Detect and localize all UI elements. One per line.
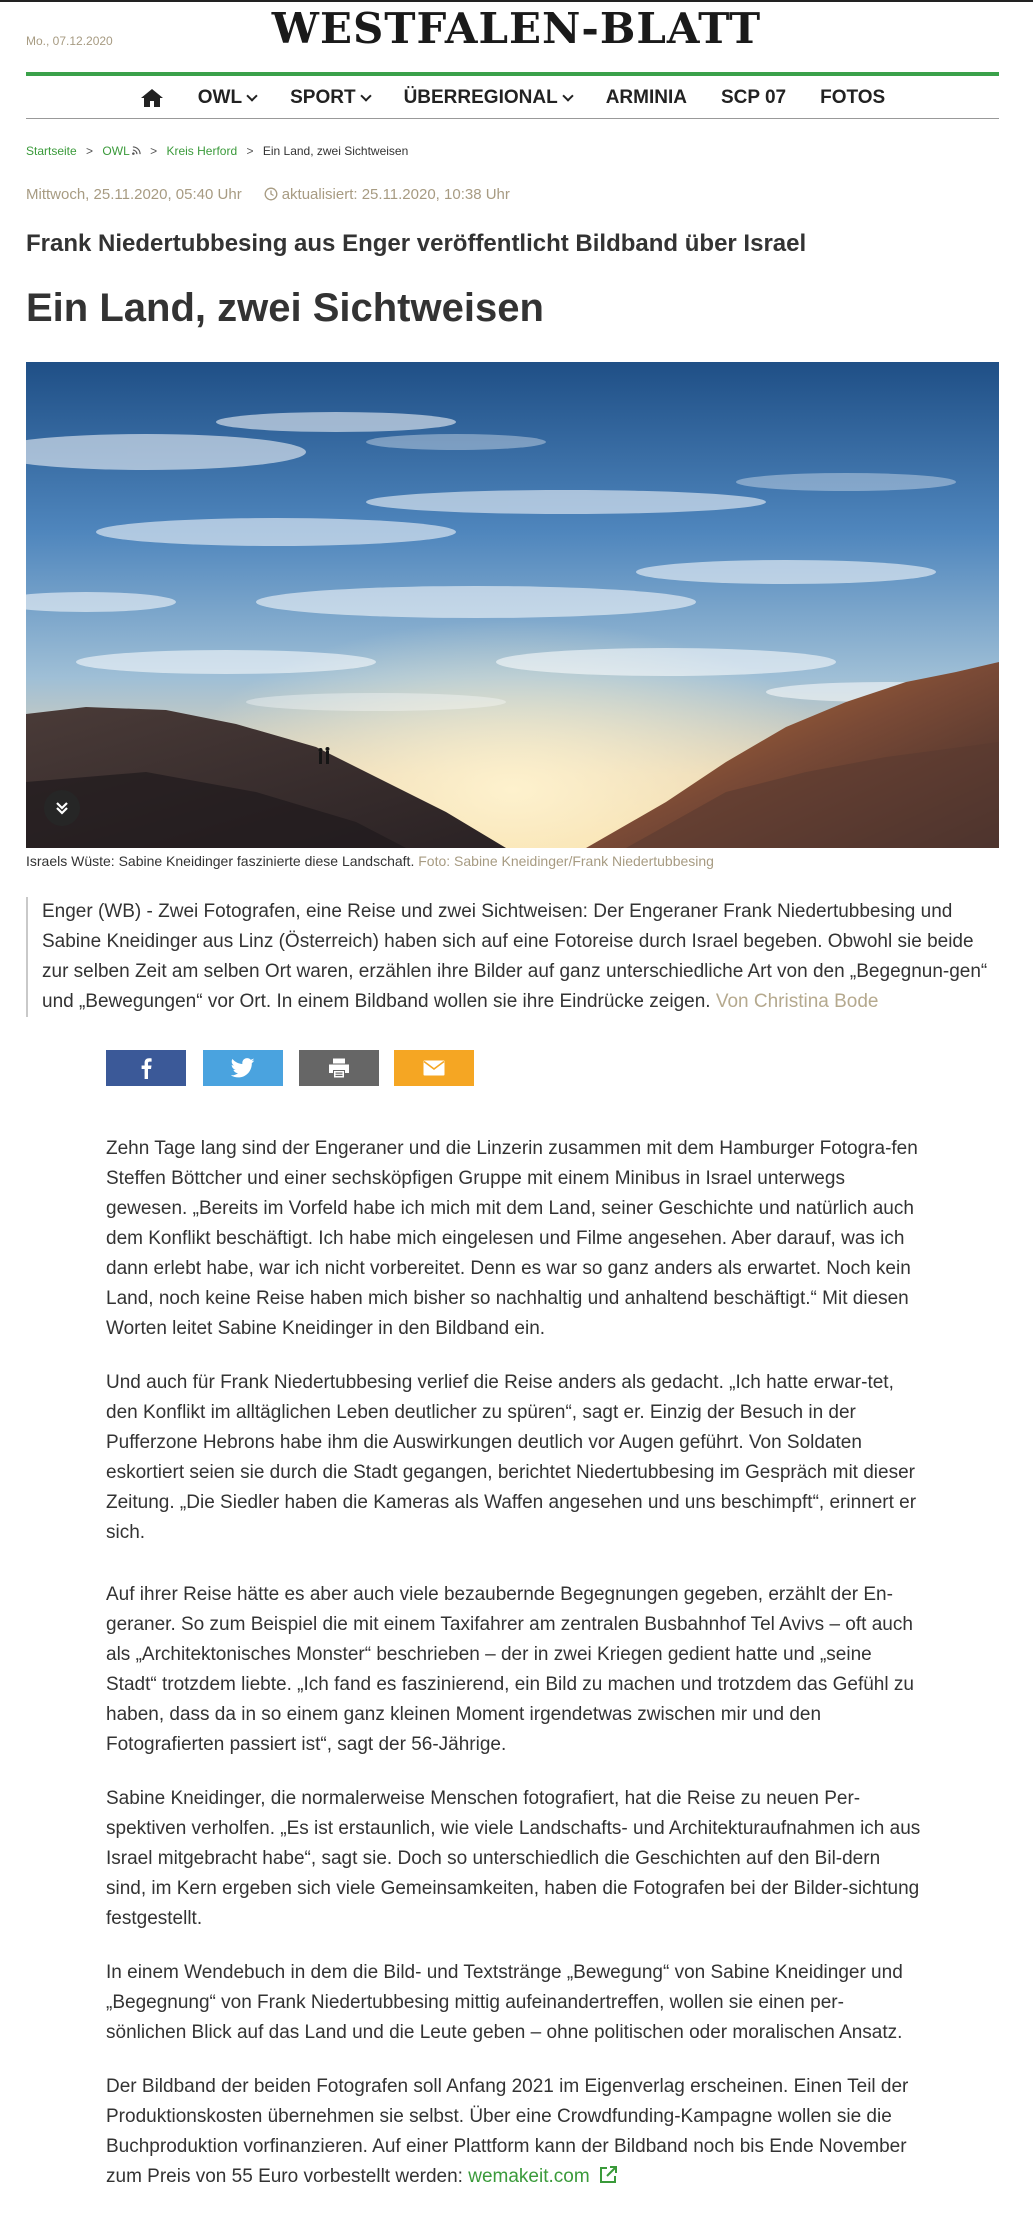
breadcrumb xyxy=(26,144,408,158)
nav-ueberregional[interactable] xyxy=(387,87,589,109)
print-icon xyxy=(328,1058,350,1078)
nav-label: OWL xyxy=(197,87,243,108)
main-navigation xyxy=(26,78,999,118)
nav-sport[interactable] xyxy=(273,87,386,109)
wemakeit-link[interactable]: wemakeit.com xyxy=(468,2166,590,2187)
share-mail-button[interactable] xyxy=(394,1050,474,1086)
top-border xyxy=(0,0,1033,2)
article-meta xyxy=(26,186,510,203)
article-paragraph: Auf ihrer Reise hätte es aber auch viele bezaubernde Begegnungen gegeben, erzählt der En-geraner. So zum Beispiel die mit einem Taxifahrer am zentralen Busbahnhof Tel Avivs – oft auch als „Architektonisches Monster“ beschrieben – der in zwei Kriegen gedient hatte und „seine Stadt“ trotzdem liebte. „Ich fand es faszinierend, ein Bild zu machen und trotzdem das Gefühl zu haben, dass da in so einem ganz kleinen Moment irgendetwas zwischen mir und den Fotografierten passiert ist“, sagt der 56-Jährige. xyxy=(106,1584,914,1755)
site-logo[interactable]: WESTFALEN-BLATT xyxy=(271,4,762,53)
header-divider xyxy=(26,72,999,76)
author-byline[interactable]: Von Christina Bode xyxy=(715,991,879,1012)
nav-label: ARMINIA xyxy=(605,87,687,108)
breadcrumb-kreis-herford[interactable]: Kreis Herford xyxy=(166,144,238,158)
breadcrumb-separator: > xyxy=(246,144,254,158)
caption-text: Israels Wüste: Sabine Kneidinger faszinierte diese Landschaft. xyxy=(26,853,415,869)
share-twitter-button[interactable] xyxy=(203,1050,283,1086)
nav-label: ÜBERREGIONAL xyxy=(403,87,558,108)
breadcrumb-separator: > xyxy=(86,144,94,158)
updated-date: aktualisiert: 25.11.2020, 10:38 Uhr xyxy=(281,186,510,203)
image-caption xyxy=(26,853,714,869)
article-paragraph: In einem Wendebuch in dem die Bild- und Textstränge „Bewegung“ von Sabine Kneidinger und „Begegnung“ von Frank Niedertubbesing mittig aufeinandertreffen, wollen sie einen per-sönlichen Blick auf das Land und die Leute geben – ohne politischen oder moralischen Ansatz. xyxy=(106,1962,903,2043)
teaser-text: Enger (WB) - Zwei Fotografen, eine Reise und zwei Sichtweisen: Der Engeraner Frank Niedertubbesing und Sabine Kneidinger aus Linz (Österreich) haben sich auf eine Fotoreise durch Israel begeben. Obwohl sie beide zur selben Zeit am selben Ort waren, erzählen ihre Bilder auf ganz unterschiedliche Art von den „Begegnun-gen“ und „Bewegungen“ vor Ort. In einem Bildband wollen sie ihre Eindrücke zeigen. xyxy=(42,901,988,1012)
nav-scp07[interactable] xyxy=(704,87,803,109)
mail-icon xyxy=(423,1060,445,1076)
external-link-icon[interactable] xyxy=(598,2165,618,2185)
scroll-down-button[interactable] xyxy=(44,790,80,826)
print-button[interactable] xyxy=(299,1050,379,1086)
history-clock-icon xyxy=(264,187,278,201)
nav-divider xyxy=(26,118,999,119)
article-title: Ein Land, zwei Sichtweisen xyxy=(26,286,544,330)
home-icon xyxy=(140,88,164,108)
nav-fotos[interactable] xyxy=(803,87,902,109)
article-paragraph: Und auch für Frank Niedertubbesing verlief die Reise anders als gedacht. „Ich hatte erwar-tet, den Konflikt im alltäglichen Leben deutlicher zu spüren“, sagt er. Einzig der Besuch in der Pufferzone Hebrons habe ihm die Auswirkungen deutlich vor Augen geführt. Von Soldaten eskortiert seien sie durch die Stadt gegangen, berichtet Niedertubbesing im Gespräch mit dieser Zeitung. „Die Siedler haben die Kameras als Waffen angesehen und uns beschimpft“, erinnert er sich. xyxy=(106,1372,917,1543)
article-subtitle: Frank Niedertubbesing aus Enger veröffentlicht Bildband über Israel xyxy=(26,230,807,257)
article-paragraph: Sabine Kneidinger, die normalerweise Menschen fotografiert, hat die Reise zu neuen Per-spektiven verholfen. „Es ist erstaunlich, wie viele Landschafts- und Architekturaufnahmen ich aus Israel mitgebracht habe“, sagt sie. Doch so unterschiedlich die Geschichten auf den Bil-dern sind, im Kern ergeben sich viele Gemeinsamkeiten, haben die Fotografen bei der Bilder-sichtung festgestellt. xyxy=(106,1788,921,1929)
nav-label: FOTOS xyxy=(820,87,886,108)
twitter-icon xyxy=(231,1058,255,1078)
current-date: Mo., 07.12.2020 xyxy=(26,34,113,48)
breadcrumb-owl[interactable]: OWL xyxy=(102,144,130,158)
breadcrumb-startseite[interactable]: Startseite xyxy=(26,144,77,158)
breadcrumb-current: Ein Land, zwei Sichtweisen xyxy=(262,144,409,158)
chevron-down-icon xyxy=(246,90,257,101)
nav-label: SCP 07 xyxy=(720,87,787,108)
chevron-down-icon xyxy=(562,90,573,101)
article-teaser xyxy=(26,897,996,1017)
nav-arminia[interactable] xyxy=(589,87,704,109)
rss-icon[interactable] xyxy=(132,146,141,155)
paragraph-text: Der Bildband der beiden Fotografen soll Anfang 2021 im Eigenverlag erscheinen. Einen Teil der Produktionskosten übernehmen sie selbst. Über eine Crowdfunding-Kampagne wollen sie die Buchproduktion vorfinanzieren. Auf einer Plattform kann der Bildband noch bis Ende November zum Preis von 55 Euro vorbestellt werden: xyxy=(106,2076,909,2187)
article-paragraph-last xyxy=(106,2072,924,2192)
nav-owl[interactable] xyxy=(181,87,273,109)
breadcrumb-separator: > xyxy=(150,144,158,158)
hero-image[interactable] xyxy=(26,362,999,848)
nav-home[interactable] xyxy=(123,88,181,108)
chevron-down-icon xyxy=(360,90,371,101)
desert-landscape-photo xyxy=(26,362,999,848)
publish-date: Mittwoch, 25.11.2020, 05:40 Uhr xyxy=(26,186,242,203)
share-facebook-button[interactable] xyxy=(106,1050,186,1086)
facebook-icon xyxy=(140,1057,152,1079)
double-chevron-down-icon xyxy=(54,800,70,816)
nav-label: SPORT xyxy=(290,87,356,108)
photo-credit: Foto: Sabine Kneidinger/Frank Niedertubbesing xyxy=(418,853,714,869)
article-paragraph: Zehn Tage lang sind der Engeraner und die Linzerin zusammen mit dem Hamburger Fotogra-fen Steffen Böttcher und einer sechsköpfigen Gruppe mit einem Minibus in Israel unterwegs gewesen. „Bereits im Vorfeld habe ich mich mit dem Land, seiner Geschichte und natürlich auch dem Konflikt beschäftigt. Ich habe mich eingelesen und Filme angesehen. Aber darauf, was ich dann erlebt habe, war ich nicht vorbereitet. Denn es war so ganz anders als erwartet. Noch kein Land, noch keine Reise haben mich bisher so nachhaltig und anhaltend beschäftigt.“ Mit diesen Worten leitet Sabine Kneidinger in den Bildband ein. xyxy=(106,1138,918,1339)
